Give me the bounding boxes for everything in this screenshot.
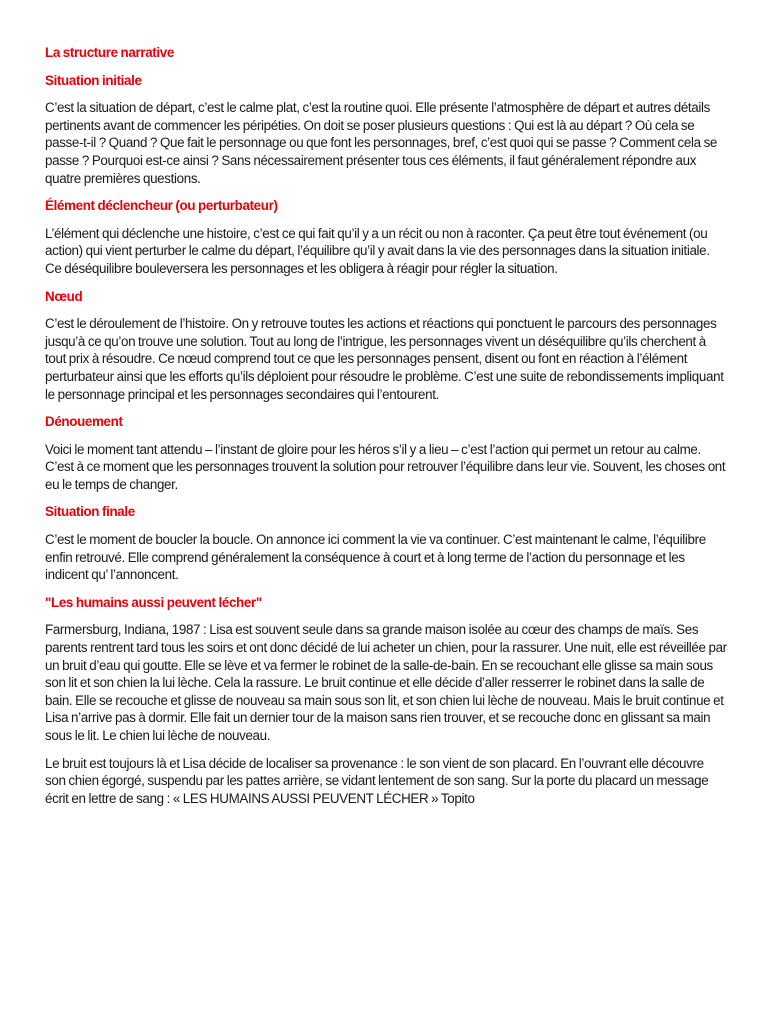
- section-situation-initiale: [45, 72, 727, 188]
- document-title: La structure narrative: [45, 45, 174, 60]
- section-heading: "Les humains aussi peuvent lécher": [45, 594, 262, 610]
- section-heading: Dénouement: [45, 414, 123, 430]
- section-paragraph: Voici le moment tant attendu – l’instant de gloire pour les héros s’il y a lieu – c’est l’action qui permet un retour au calme. C’est à ce moment que les personnages trouvent la solution pour retrouver l’équilibre dans leur vie. Souvent, les choses ont eu le temps de changer.: [45, 441, 726, 492]
- section-story: [45, 594, 727, 808]
- section-heading: Élément déclencheur (ou perturbateur): [45, 198, 278, 214]
- section-paragraph: C’est la situation de départ, c’est le calme plat, c’est la routine quoi. Elle présente l’atmosphère de départ et autres détails pertinents avant de commencer les péripéties. On doit se poser plusieurs questions : Qui est là au départ ? Où cela se passe-t-il ? Quand ? Que fait le personnage ou que font les personnages, bref, c’est quoi qui se passe ? Comment cela se passe ? Pourquoi est-ce ainsi ? Sans nécessairement présenter tous ces éléments, il faut généralement répondre aux quatre premières questions.: [45, 100, 718, 186]
- section-heading: Nœud: [45, 288, 83, 304]
- section-paragraph: C’est le moment de boucler la boucle. On annonce ici comment la vie va continuer. C’est maintenant le calme, l’équilibre enfin retrouvé. Elle comprend généralement la conséquence à court et à long terme de l’action du personnage et les indicent qu’ l’annoncent.: [45, 532, 706, 583]
- document-page: [45, 44, 727, 817]
- section-heading: Situation initiale: [45, 72, 142, 88]
- section-paragraph: Farmersburg, Indiana, 1987 : Lisa est souvent seule dans sa grande maison isolée au cœur des champs de maïs. Ses parents rentrent tard tous les soirs et ont donc décidé de lui acheter un chien, pour la rassurer. Une nuit, elle est réveillée par un bruit d’eau qui goutte. Elle se lève et va fermer le robinet de la salle-de-bain. En se recouchant elle glisse sa main sous son lit et son chien la lui lèche. Cela la rassure. Le bruit continue et elle décide d’aller resserrer le robinet dans la salle de bain. Elle se recouche et glisse de nouveau sa main sous son lit, et son chien lui lèche de nouveau. Mais le bruit continue et Lisa n’arrive pas à dormir. Elle fait un dernier tour de la maison sans rien trouver, et se recouche donc en glissant sa main sous le lit. Le chien lui lèche de nouveau.: [45, 622, 727, 743]
- section-paragraph: L’élément qui déclenche une histoire, c’est ce qui fait qu’il y a un récit ou non à raconter. Ça peut être tout événement (ou action) qui vient perturber le calme du départ, l’équilibre qu’il y avait dans la vie des personnages dans la situation initiale. Ce déséquilibre bouleversera les personnages et les obligera à réagir pour régler la situation.: [45, 225, 710, 276]
- section-element-declencheur: [45, 197, 727, 277]
- section-denouement: [45, 413, 727, 493]
- section-paragraph: Le bruit est toujours là et Lisa décide de localiser sa provenance : le son vient de son placard. En l’ouvrant elle découvre son chien égorgé, suspendu par les pattes arrière, se vidant lentement de son sang. Sur la porte du placard un message écrit en lettre de sang : « LES HUMAINS AUSSI PEUVENT LÉCHER » Topito: [45, 755, 709, 806]
- section-paragraph: C’est le déroulement de l’histoire. On y retrouve toutes les actions et réactions qui ponctuent le parcours des personnages jusqu’à ce qu’on trouve une solution. Tout au long de l’intrigue, les personnages vivent un déséquilibre qu’ils cherchent à tout prix à résoudre. Ce nœud comprend tout ce que les personnages pensent, disent ou font en réaction à l’élément perturbateur ainsi que les efforts qu’ils déploient pour résoudre le problème. C’est une suite de rebondissements impliquant le personnage principal et les personnages secondaires qui l’entourent.: [45, 316, 724, 402]
- section-noeud: [45, 288, 727, 404]
- section-situation-finale: [45, 503, 727, 583]
- section-heading: Situation finale: [45, 504, 135, 520]
